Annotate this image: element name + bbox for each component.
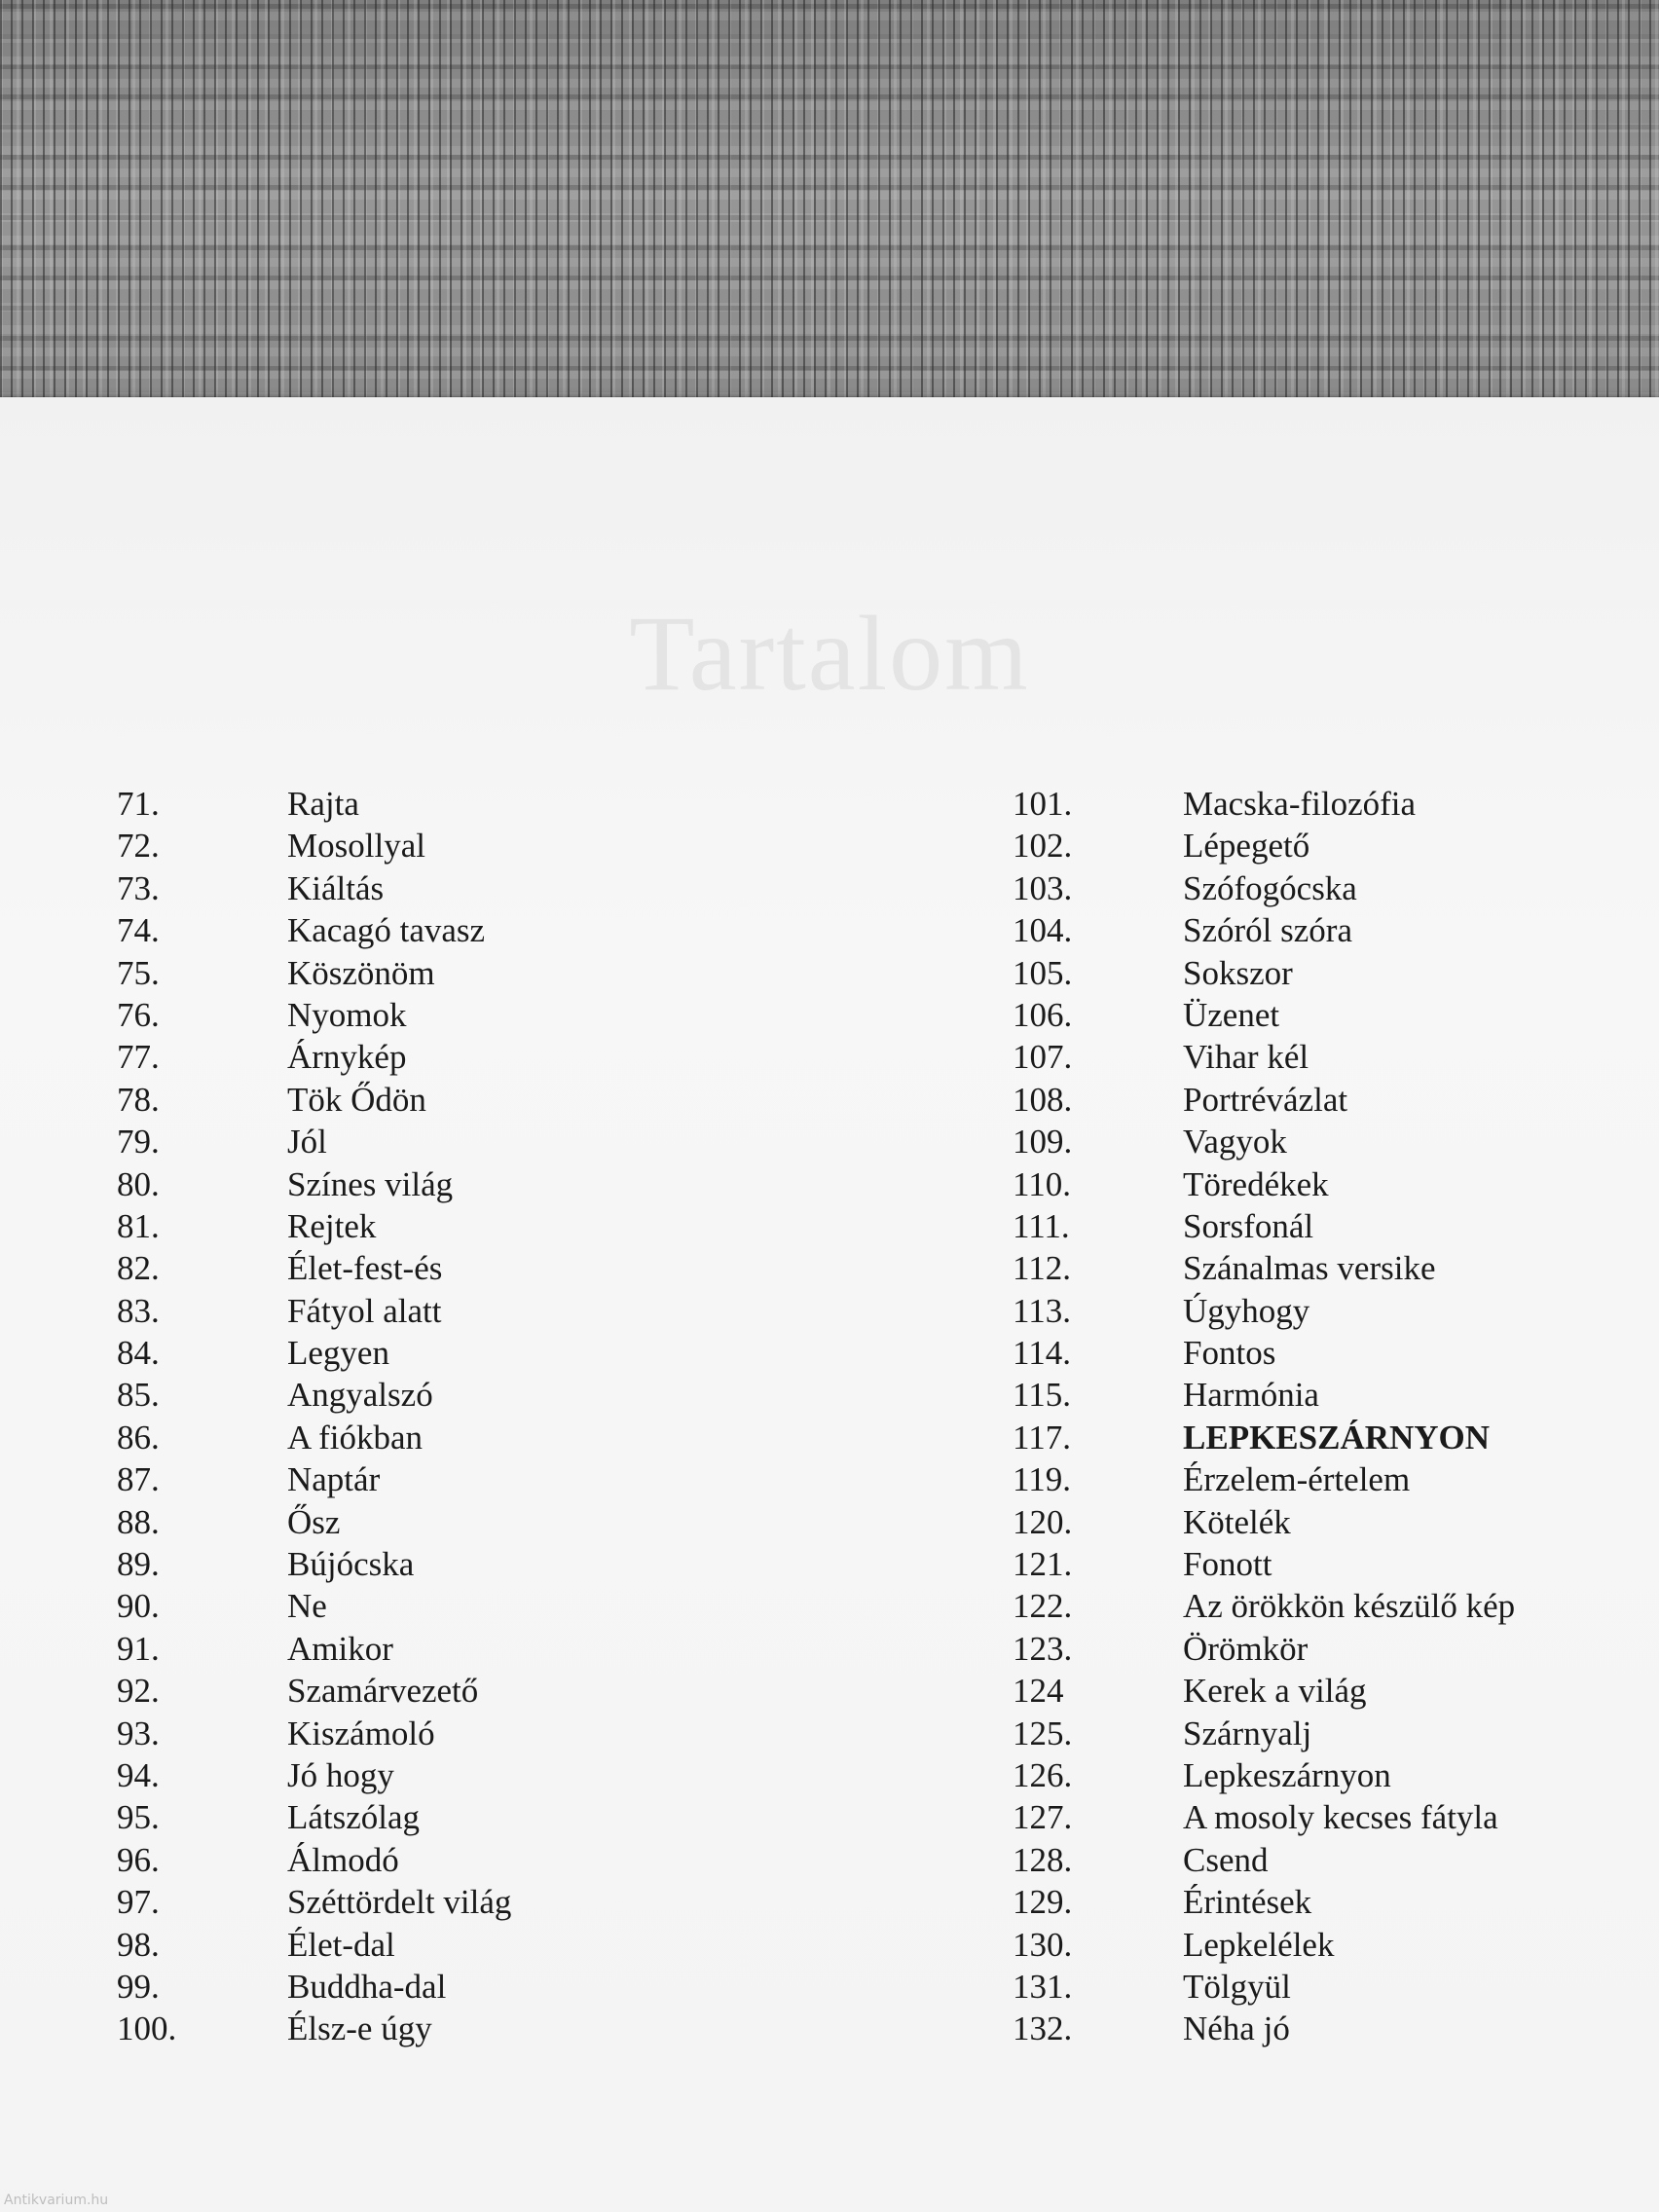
toc-entry — [117, 1501, 511, 1543]
toc-entry — [1013, 1121, 1515, 1162]
toc-entry-title: Jó hogy — [287, 1755, 394, 1794]
toc-entry-title: Ősz — [287, 1502, 341, 1541]
toc-entry-title: Portrévázlat — [1183, 1080, 1348, 1119]
toc-entry-title: Érintések — [1183, 1883, 1312, 1922]
toc-entry-title: Vihar kél — [1183, 1038, 1309, 1077]
toc-entry-title: Széttördelt világ — [287, 1883, 512, 1922]
toc-entry — [1013, 1966, 1515, 2008]
toc-entry-title: A mosoly kecses fátyla — [1183, 1798, 1498, 1837]
toc-entry — [1013, 1924, 1515, 1966]
toc-entry — [1013, 1374, 1515, 1416]
toc-entry-number: 132. — [1013, 2009, 1073, 2048]
toc-entry — [1013, 1417, 1515, 1458]
toc-entry-title: Amikor — [287, 1629, 393, 1668]
toc-entry — [1013, 1247, 1515, 1289]
toc-entry-number: 87. — [117, 1460, 160, 1499]
toc-entry — [1013, 867, 1515, 909]
toc-entry-title: Örömkör — [1183, 1629, 1309, 1668]
toc-entry-title: Harmónia — [1183, 1376, 1319, 1415]
toc-entry — [117, 1079, 511, 1121]
toc-entry — [117, 1458, 511, 1500]
toc-entry-title: Kacagó tavasz — [287, 911, 486, 950]
toc-entry-number: 90. — [117, 1587, 160, 1626]
toc-entry-number: 80. — [117, 1164, 160, 1203]
toc-entry — [117, 1713, 511, 1754]
toc-entry-number: 127. — [1013, 1798, 1073, 1837]
toc-entry-title: Mosollyal — [287, 827, 425, 866]
toc-entry — [117, 2008, 511, 2049]
toc-entry — [117, 1628, 511, 1670]
toc-entry-number: 111. — [1013, 1206, 1070, 1245]
toc-entry-title: Angyalszó — [287, 1376, 433, 1415]
toc-entry-number: 104. — [1013, 911, 1073, 950]
toc-entry-number: 100. — [117, 2009, 177, 2048]
toc-entry-number: 93. — [117, 1714, 160, 1752]
toc-entry-title: Színes világ — [287, 1164, 454, 1203]
toc-entry — [117, 1121, 511, 1162]
toc-entry — [117, 1670, 511, 1712]
toc-entry-title: Szárnyalj — [1183, 1714, 1312, 1752]
toc-entry-number: 105. — [1013, 953, 1073, 992]
toc-entry-number: 101. — [1013, 785, 1073, 823]
toc-entry-title: Ne — [287, 1587, 327, 1626]
toc-entry — [117, 1924, 511, 1966]
toc-entry-number: 71. — [117, 785, 160, 823]
toc-entry-number: 122. — [1013, 1587, 1073, 1626]
toc-entry-number: 77. — [117, 1038, 160, 1077]
toc-entry-title: Sokszor — [1183, 953, 1293, 992]
toc-entry — [117, 1205, 511, 1247]
toc-entry-number: 102. — [1013, 827, 1073, 866]
toc-entry — [117, 1417, 511, 1458]
toc-entry — [1013, 994, 1515, 1036]
toc-entry-title: Lépegető — [1183, 827, 1310, 866]
toc-entry — [1013, 1079, 1515, 1121]
toc-entry — [1013, 1881, 1515, 1923]
toc-entry — [1013, 1543, 1515, 1585]
toc-entry — [1013, 1163, 1515, 1205]
toc-entry-title: Szamárvezető — [287, 1672, 479, 1711]
toc-entry-title: Szóról szóra — [1183, 911, 1352, 950]
toc-entry — [117, 994, 511, 1036]
toc-entry-title: Tök Ődön — [287, 1080, 426, 1119]
toc-entry — [117, 1881, 511, 1923]
toc-entry-title: Árnykép — [287, 1038, 407, 1077]
toc-right-column — [1013, 783, 1515, 2050]
toc-entry — [1013, 1290, 1515, 1332]
toc-entry-number: 114. — [1013, 1334, 1071, 1373]
toc-entry-title: Töredékek — [1183, 1164, 1329, 1203]
toc-entry-number: 130. — [1013, 1925, 1073, 1964]
toc-entry-title: Nyomok — [287, 995, 407, 1034]
toc-entry — [117, 909, 511, 951]
toc-entry — [1013, 1036, 1515, 1078]
toc-entry-title: Kiszámoló — [287, 1714, 435, 1752]
toc-entry — [1013, 1839, 1515, 1881]
toc-entry-number: 95. — [117, 1798, 160, 1837]
toc-entry-title: Látszólag — [287, 1798, 421, 1837]
toc-entry — [1013, 1754, 1515, 1796]
toc-entry — [117, 783, 511, 825]
toc-entry-title: Tölgyül — [1183, 1967, 1291, 2006]
toc-entry-number: 72. — [117, 827, 160, 866]
toc-entry-number: 109. — [1013, 1123, 1073, 1161]
toc-entry-number: 124 — [1013, 1672, 1064, 1711]
toc-entry-number: 126. — [1013, 1755, 1073, 1794]
toc-entry-number: 119. — [1013, 1460, 1071, 1499]
toc-entry — [117, 1585, 511, 1627]
toc-entry — [117, 1290, 511, 1332]
toc-entry — [117, 1247, 511, 1289]
toc-entry-title: Kötelék — [1183, 1502, 1291, 1541]
toc-entry-number: 75. — [117, 953, 160, 992]
toc-entry-number: 113. — [1013, 1291, 1071, 1330]
toc-entry-title: Buddha-dal — [287, 1967, 447, 2006]
toc-entry — [1013, 1670, 1515, 1712]
toc-entry-title: Jól — [287, 1123, 327, 1161]
toc-entry-number: 83. — [117, 1291, 160, 1330]
toc-entry — [1013, 1458, 1515, 1500]
toc-entry-number: 128. — [1013, 1840, 1073, 1879]
toc-entry — [117, 1754, 511, 1796]
toc-entry-title: Legyen — [287, 1334, 389, 1373]
toc-entry-number: 96. — [117, 1840, 160, 1879]
toc-entry-title: Az örökkön készülő kép — [1183, 1587, 1516, 1626]
toc-entry-number: 84. — [117, 1334, 160, 1373]
toc-entry-number: 78. — [117, 1080, 160, 1119]
toc-entry-number: 97. — [117, 1883, 160, 1922]
toc-entry-number: 92. — [117, 1672, 160, 1711]
toc-entry-title: Köszönöm — [287, 953, 435, 992]
toc-entry-title: Fontos — [1183, 1334, 1276, 1373]
toc-entry-number: 74. — [117, 911, 160, 950]
toc-entry-title: Sorsfonál — [1183, 1206, 1314, 1245]
toc-entry-number: 110. — [1013, 1164, 1071, 1203]
toc-entry — [1013, 909, 1515, 951]
toc-entry-title: Macska-filozófia — [1183, 785, 1417, 823]
toc-entry — [1013, 783, 1515, 825]
toc-entry — [117, 867, 511, 909]
toc-entry-number: 121. — [1013, 1545, 1073, 1584]
toc-entry-title: Szánalmas versike — [1183, 1249, 1436, 1288]
toc-entry-number: 123. — [1013, 1629, 1073, 1668]
toc-entry — [117, 1796, 511, 1838]
toc-entry-title: Élet-dal — [287, 1925, 395, 1964]
toc-entry — [1013, 1713, 1515, 1754]
toc-entry-title: Lepkelélek — [1183, 1925, 1335, 1964]
toc-entry-title: Üzenet — [1183, 995, 1280, 1034]
toc-entry — [117, 1839, 511, 1881]
toc-entry — [1013, 1628, 1515, 1670]
toc-entry — [1013, 1205, 1515, 1247]
toc-entry-title: Vagyok — [1183, 1123, 1287, 1161]
toc-entry-number: 82. — [117, 1249, 160, 1288]
toc-entry-number: 125. — [1013, 1714, 1073, 1752]
toc-entry-number: 103. — [1013, 868, 1073, 907]
toc-entry-number: 120. — [1013, 1502, 1073, 1541]
toc-entry-title: Fátyol alatt — [287, 1291, 442, 1330]
toc-entry — [1013, 825, 1515, 866]
wooden-background — [0, 0, 1659, 401]
toc-entry-title: Szófogócska — [1183, 868, 1357, 907]
toc-entry-number: 129. — [1013, 1883, 1073, 1922]
toc-left-column — [117, 783, 511, 2050]
toc-entry-title: Bújócska — [287, 1545, 415, 1584]
toc-entry-number: 108. — [1013, 1080, 1073, 1119]
toc-entry-title: Fonott — [1183, 1545, 1272, 1584]
watermark: Antikvarium.hu — [4, 2193, 109, 2208]
toc-entry-number: 88. — [117, 1502, 160, 1541]
book-page — [0, 397, 1659, 2212]
toc-entry — [117, 1966, 511, 2008]
toc-entry — [1013, 952, 1515, 994]
toc-entry-number: 76. — [117, 995, 160, 1034]
toc-entry — [117, 1332, 511, 1374]
toc-entry-title: LEPKESZÁRNYON — [1183, 1418, 1491, 1456]
toc-entry-title: Kiáltás — [287, 868, 385, 907]
toc-entry-title: Csend — [1183, 1840, 1269, 1879]
toc-entry — [1013, 1501, 1515, 1543]
toc-entry — [1013, 1332, 1515, 1374]
toc-entry-number: 112. — [1013, 1249, 1071, 1288]
toc-entry-title: A fiókban — [287, 1418, 424, 1456]
toc-entry-number: 107. — [1013, 1038, 1073, 1077]
toc-entry-title: Élsz-e úgy — [287, 2009, 432, 2048]
toc-entry — [117, 1036, 511, 1078]
toc-entry — [117, 952, 511, 994]
toc-entry-title: Naptár — [287, 1460, 381, 1499]
toc-entry-number: 131. — [1013, 1967, 1073, 2006]
toc-entry-number: 94. — [117, 1755, 160, 1794]
toc-entry-title: Lepkeszárnyon — [1183, 1755, 1391, 1794]
toc-entry — [117, 1543, 511, 1585]
toc-entry — [117, 825, 511, 866]
toc-entry — [117, 1374, 511, 1416]
toc-entry-number: 106. — [1013, 995, 1073, 1034]
toc-entry-number: 73. — [117, 868, 160, 907]
toc-entry-title: Néha jó — [1183, 2009, 1290, 2048]
toc-entry-title: Kerek a világ — [1183, 1672, 1367, 1711]
toc-entry-title: Érzelem-értelem — [1183, 1460, 1411, 1499]
toc-entry — [1013, 1585, 1515, 1627]
toc-entry — [117, 1163, 511, 1205]
toc-entry-number: 81. — [117, 1206, 160, 1245]
toc-entry-title: Úgyhogy — [1183, 1291, 1310, 1330]
toc-entry — [1013, 2008, 1515, 2049]
toc-entry-number: 79. — [117, 1123, 160, 1161]
toc-entry-title: Élet-fest-és — [287, 1249, 443, 1288]
toc-entry-title: Álmodó — [287, 1840, 399, 1879]
toc-entry-number: 115. — [1013, 1376, 1071, 1415]
toc-entry-number: 117. — [1013, 1418, 1071, 1456]
toc-entry — [1013, 1796, 1515, 1838]
toc-entry-number: 86. — [117, 1418, 160, 1456]
toc-entry-title: Rajta — [287, 785, 359, 823]
toc-entry-number: 99. — [117, 1967, 160, 2006]
toc-entry-number: 91. — [117, 1629, 160, 1668]
page-title-show-through: Tartalom — [629, 594, 1030, 713]
toc-entry-number: 85. — [117, 1376, 160, 1415]
toc-entry-number: 98. — [117, 1925, 160, 1964]
toc-entry-number: 89. — [117, 1545, 160, 1584]
toc-entry-title: Rejtek — [287, 1206, 377, 1245]
